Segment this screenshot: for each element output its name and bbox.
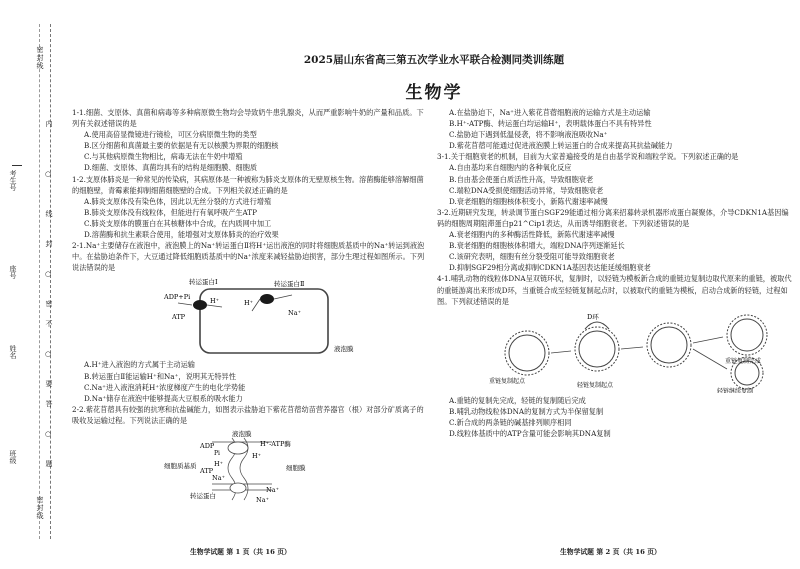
- vacuole-transport-figure: [72, 275, 427, 357]
- field-name: 姓名: [9, 345, 17, 359]
- seal-word: ○: [44, 170, 52, 179]
- option: C.Na⁺进入液泡消耗H⁺浓度梯度产生的电化学势能: [84, 382, 246, 392]
- question-stem: 4-1.哺乳动物的线粒体DNA呈双链环状，复制时，以轻链为模板新合成的重链边复制边取代原来的重链，被取代的重链游离出来形成D环，当重链合成至轻链复制起点时，以被取代的重链为模板，启动合成新的轻链，过程如图。下列叙述错误的是: [437, 274, 792, 306]
- option: A.衰老细胞内的多种酶活性降低，新陈代谢速率减慢: [449, 230, 615, 240]
- seal-word: ○: [44, 270, 52, 279]
- exam-title: 2025届山东省高三第五次学业水平联合检测同类训练题: [303, 54, 565, 66]
- binding-margin: [0, 0, 68, 569]
- option: D.Na⁺储存在液泡中能够提高大豆根系的吸水能力: [84, 393, 243, 403]
- page-footer-left: 生物学试题 第 1 页（共 16 页）: [190, 548, 291, 556]
- process-arrows: [551, 337, 727, 369]
- arrow: [178, 303, 192, 305]
- right-column: [437, 107, 793, 439]
- option: A.自由基均来自细胞内的各种氧化反应: [449, 163, 572, 173]
- option: D.衰老细胞的细胞核体积变小，新陈代谢速率减慢: [449, 196, 608, 206]
- option: D.溶菌酶和抗生素联合使用，能增强对支原体肺炎的治疗效果: [84, 230, 279, 240]
- label-na1: Na⁺: [212, 473, 225, 482]
- label-atp: ATP: [172, 313, 186, 322]
- seal-line-inner: [39, 24, 40, 539]
- label-heavy-done: 重链复制完成: [725, 357, 762, 365]
- option: A.重链的复制先完成，轻链的复制随后完成: [449, 395, 586, 405]
- label-protein-1: 转运蛋白Ⅰ: [189, 278, 218, 287]
- field-class: 班级: [9, 450, 17, 464]
- seal-word: 封: [45, 240, 53, 248]
- label-adp: ADP: [200, 441, 215, 450]
- vacuole-diagram: [72, 275, 427, 357]
- seal-word: 不: [45, 320, 53, 328]
- label-adp-pi: ADP+Pi: [164, 293, 191, 302]
- label-cytoplasm: 细胞质基质: [164, 461, 197, 470]
- option: C.盐胁迫下遇到低温侵袭，将不影响液泡吸收Na⁺: [449, 130, 608, 140]
- seal-label-bottom: 密封线: [36, 496, 44, 520]
- option: C.与其他病原微生物相比，病毒无法在牛奶中增殖: [84, 152, 243, 162]
- label-h1: H⁺: [252, 451, 262, 460]
- subject-title: 生物学: [405, 83, 463, 103]
- field-underline: [12, 165, 22, 166]
- mtdna-replication-figure: [437, 309, 793, 393]
- option: D.抑制SGF29相分离或抑制CDKN1A基因表达能延缓细胞衰老: [449, 263, 651, 273]
- label-d-loop: D环: [587, 312, 599, 321]
- field-exam-number: 考生号: [9, 170, 17, 191]
- label-pi: Pi: [214, 449, 220, 457]
- seal-label-top: 密封线: [36, 46, 44, 70]
- dna-circles: [505, 312, 767, 389]
- arrow: [252, 299, 260, 311]
- label-protein-2: 转运蛋白Ⅱ: [274, 280, 305, 289]
- label-pump: H⁺-ATP酶: [260, 439, 291, 448]
- label-h-in: H⁺: [210, 297, 220, 306]
- label-cell-membrane: 细胞膜: [286, 463, 306, 472]
- label-na2: Na⁺: [266, 485, 279, 494]
- question-stem: 1-2.支原体肺炎是一种常见的传染病，其病原体是一种被称为肺炎支原体的无壁原核生物。溶菌酶能够溶解细菌的细胞壁，青霉素能抑制细菌细胞壁的合成。下列相关叙述正确的是: [72, 174, 424, 195]
- seal-word: 要: [45, 380, 53, 388]
- seal-word: ○: [44, 430, 52, 439]
- label-na3: Na⁺: [256, 495, 269, 504]
- option: B.哺乳动物线粒体DNA的复制方式为半保留复制: [449, 406, 604, 416]
- label-atp: ATP: [200, 466, 214, 475]
- seal-word: 题: [45, 460, 53, 468]
- option: B.转运蛋白Ⅱ能运输H⁺和Na⁺，说明其无特异性: [84, 371, 236, 381]
- label-light-replication: 轻链继续复制: [717, 387, 754, 393]
- option: A.肺炎支原体没有染色体，因此以无丝分裂的方式进行增殖: [84, 196, 272, 206]
- question-stem: 1-1.细菌、支原体、真菌和病毒等多种病原微生物均会导致奶牛患乳腺炎，从而严重影响牛奶的产量和品质。下列有关叙述错误的是: [72, 108, 424, 129]
- option: D.细菌、支原体、真菌均具有的结构是细胞膜、细胞质: [84, 163, 258, 173]
- label-h-out: H⁺: [244, 299, 254, 308]
- question-stem: 3-1.关于细胞衰老的机制，目前为大家普遍接受的是自由基学说和端粒学说。下列叙述正确的是: [437, 152, 739, 162]
- question-stem: 2-1.Na⁺主要储存在液泡中，液泡膜上的Na⁺转运蛋白Ⅱ将H⁺运出液泡的同时将细胞质基质中的Na⁺转运到液泡中。在盐胁迫条件下，大豆通过降低细胞质基质中的Na⁺浓度来减轻盐胁迫损害，部分生理过程如图所示。下列说法错误的是: [72, 241, 425, 273]
- question-stem: 2-2.紫花苜蓿具有较强的抗寒和抗盐碱能力，如图表示盐胁迫下紫花苜蓿幼苗营养器官（根）对部分矿质离子的吸收及运输过程。下列说法正确的是: [72, 404, 424, 425]
- option: D.线粒体基质中的ATP含量可能会影响其DNA复制: [449, 428, 611, 438]
- seal-word: 线: [45, 210, 53, 218]
- option: B.衰老细胞的细胞核体积增大，端粒DNA序列逐渐延长: [449, 241, 625, 251]
- transport-protein-2-shape: [260, 294, 274, 304]
- left-column: [72, 107, 427, 508]
- transporter-shape: [230, 483, 246, 493]
- option: A.使用高倍显微镜进行镜检，可区分病原微生物的类型: [84, 130, 257, 140]
- pump-shape: [228, 442, 248, 454]
- seal-word: ○: [44, 350, 52, 359]
- field-seat: 座号: [9, 265, 17, 279]
- transport-protein-1-shape: [193, 300, 207, 310]
- label-h2: H⁺: [214, 459, 224, 468]
- root-ion-figure: [72, 428, 427, 506]
- option: B.区分细菌和真菌最主要的依据是有无以核膜为界限的细胞核: [84, 141, 279, 151]
- question-stem: 3-2.近期研究发现，转录调节蛋白SGF29能通过相分离来招募转录机器形成蛋白凝聚体，介导CDKN1A基因编码的细胞周期阻滞蛋白p21^Cip1表达，从而诱导细胞衰老。下列叙述错误的是: [437, 207, 789, 228]
- option: B.肺炎支原体没有线粒体，但能进行有氧呼吸产生ATP: [84, 207, 257, 217]
- label-vacuole-membrane: 液泡膜: [232, 429, 252, 438]
- arrow: [207, 305, 222, 307]
- option: A.H⁺进入液泡的方式属于主动运输: [84, 360, 195, 370]
- option: C.肺炎支原体的膜蛋白在其核糖体中合成，在内质网中加工: [84, 218, 272, 228]
- seal-word: 密: [45, 300, 53, 308]
- option: C.新合成的两条链的碱基排列顺序相同: [449, 417, 572, 427]
- option: B.H⁺-ATP酶、转运蛋白均运输H⁺，表明载体蛋白不具有特异性: [449, 119, 652, 129]
- seal-word: 内: [45, 120, 53, 128]
- root-ion-diagram: [72, 428, 427, 506]
- label-heavy-origin: 重链复制起点: [489, 377, 526, 385]
- label-na: Na⁺: [288, 309, 301, 318]
- option: B.自由基会使蛋白质活性升高，导致细胞衰老: [449, 174, 594, 184]
- option: D.紫花苜蓿可能通过促进液泡膜上转运蛋白的合成来提高其抗盐碱能力: [449, 141, 673, 151]
- label-vacuole-membrane: 液泡膜: [334, 345, 354, 354]
- page-footer-right: 生物学试题 第 2 页（共 16 页）: [560, 548, 661, 556]
- label-transporter: 转运蛋白: [190, 491, 216, 500]
- seal-word: 答: [45, 400, 53, 408]
- arrow: [274, 295, 292, 299]
- option: C.端粒DNA受损使细胞活动异常，导致细胞衰老: [449, 185, 604, 195]
- option: C.该研究表明，细胞有丝分裂受阻可能导致细胞衰老: [449, 252, 615, 262]
- label-light-origin: 轻链复制起点: [577, 381, 614, 389]
- option: A.在盐胁迫下，Na⁺进入紫花苜蓿细胞液的运输方式是主动运输: [449, 108, 651, 117]
- mtdna-diagram: [437, 309, 793, 393]
